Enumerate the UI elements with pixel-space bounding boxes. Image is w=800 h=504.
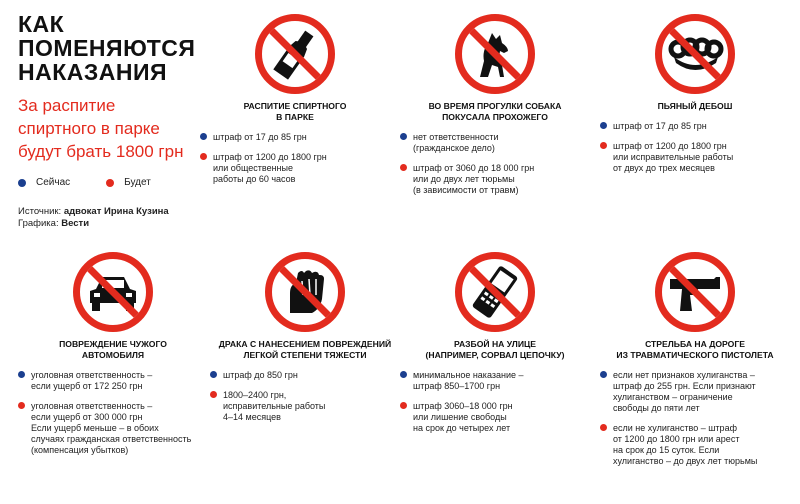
- graphics-line: [18, 218, 218, 230]
- blue-dot-icon: [200, 133, 207, 140]
- subhead-line: За распитие: [18, 96, 116, 115]
- card-road-shooting: [600, 252, 790, 467]
- prohibition-sign: [655, 14, 735, 94]
- red-dot-icon: [106, 179, 114, 187]
- current-penalty-text: минимальное наказание – штраф 850–1700 грн: [413, 370, 524, 391]
- card-title-text: СТРЕЛЬБА НА ДОРОГЕ ИЗ ТРАВМАТИЧЕСКОГО ПИСТОЛЕТА: [616, 339, 774, 360]
- current-penalty-text: штраф от 17 до 85 грн: [213, 132, 307, 142]
- prohibition-sign: [73, 252, 153, 332]
- source-value: адвокат Ирина Кузина: [63, 206, 169, 217]
- current-penalty-text: уголовная ответственность – если ущерб от 172 250 грн: [31, 370, 153, 391]
- source-label: Источник:: [18, 206, 62, 217]
- graphics-value: Вести: [61, 218, 90, 229]
- card-street-robbery: [400, 252, 590, 434]
- red-dot-icon: [400, 402, 407, 409]
- card-alcohol: [200, 14, 390, 185]
- prohibition-sign: [655, 252, 735, 332]
- red-dot-icon: [400, 164, 407, 171]
- card-title-text: РАСПИТИЕ СПИРТНОГО В ПАРКЕ: [243, 101, 347, 122]
- future-penalty: [600, 141, 790, 174]
- blue-dot-icon: [600, 122, 607, 129]
- card-title-text: ДРАКА С НАНЕСЕНИЕМ ПОВРЕЖДЕНИЙ ЛЕГКОЙ СТЕПЕНИ ТЯЖЕСТИ: [218, 339, 392, 360]
- current-penalty: [210, 370, 400, 381]
- future-penalty-text: уголовная ответственность – если ущерб от 300 000 грн Если ущерб меньше – в обоих случаях гражданская ответственность (компенсация убытков): [31, 401, 192, 455]
- card-title-text: ПОВРЕЖДЕНИЕ ЧУЖОГО АВТОМОБИЛЯ: [59, 339, 167, 360]
- legend-future: [106, 177, 151, 188]
- red-dot-icon: [200, 153, 207, 160]
- card-title: [600, 101, 790, 112]
- future-penalty-text: если не хулиганство – штраф от 1200 до 1800 грн или арест на срок до 15 суток. Если хулиганство – до двух лет тюрьмы: [613, 423, 758, 466]
- card-title-text: ПЬЯНЫЙ ДЕБОШ: [657, 101, 733, 111]
- future-penalty: [210, 390, 400, 423]
- blue-dot-icon: [18, 371, 25, 378]
- card-title-text: ВО ВРЕМЯ ПРОГУЛКИ СОБАКА ПОКУСАЛА ПРОХОЖЕГО: [428, 101, 562, 122]
- prohibition-sign: [455, 14, 535, 94]
- card-title-text: РАЗБОЙ НА УЛИЦЕ (НАПРИМЕР, СОРВАЛ ЦЕПОЧКУ): [425, 339, 565, 360]
- blue-dot-icon: [400, 371, 407, 378]
- intro-block: [18, 12, 218, 230]
- future-penalty: [400, 163, 590, 196]
- legend-current: [18, 177, 70, 188]
- legend: [18, 177, 218, 188]
- red-dot-icon: [600, 424, 607, 431]
- blue-dot-icon: [18, 179, 26, 187]
- card-title: [600, 339, 790, 361]
- future-penalty-text: штраф от 1200 до 1800 грн или исправительные работы от двух до трех месяцев: [613, 141, 734, 173]
- current-penalty-text: если нет признаков хулиганства – штраф до 255 грн. Если признают хулиганством – ограничение свободы до пяти лет: [613, 370, 756, 413]
- prohibition-sign: [455, 252, 535, 332]
- future-penalty-text: 1800–2400 грн, исправительные работы 4–14 месяцев: [223, 390, 326, 422]
- card-drunk-brawl: [600, 14, 790, 174]
- legend-future-label: Будет: [124, 177, 151, 188]
- prohibition-sign: [265, 252, 345, 332]
- source-line: [18, 206, 218, 218]
- headline-line: КАК ПОМЕНЯЮТСЯ: [18, 11, 196, 61]
- card-title: [400, 101, 590, 123]
- card-car-damage: [18, 252, 208, 456]
- current-penalty: [400, 370, 590, 392]
- blue-dot-icon: [600, 371, 607, 378]
- headline: [18, 12, 218, 84]
- blue-dot-icon: [210, 371, 217, 378]
- red-dot-icon: [18, 402, 25, 409]
- current-penalty-text: нет ответственности (гражданское дело): [413, 132, 499, 153]
- card-title: [200, 101, 390, 123]
- card-title: [400, 339, 590, 361]
- legend-current-label: Сейчас: [36, 177, 71, 188]
- future-penalty-text: штраф 3060–18 000 грн или лишение свободы на срок до четырех лет: [413, 401, 513, 433]
- future-penalty: [18, 401, 208, 456]
- subhead-line: будут брать 1800 грн: [18, 142, 184, 161]
- current-penalty: [600, 370, 790, 414]
- card-title: [18, 339, 208, 361]
- current-penalty: [18, 370, 208, 392]
- future-penalty: [200, 152, 390, 185]
- future-penalty: [600, 423, 790, 467]
- blue-dot-icon: [400, 133, 407, 140]
- current-penalty: [400, 132, 590, 154]
- future-penalty-text: штраф от 1200 до 1800 грн или общественные работы до 60 часов: [213, 152, 327, 184]
- future-penalty-text: штраф от 3060 до 18 000 грн или до двух лет тюрьмы (в зависимости от травм): [413, 163, 535, 195]
- current-penalty-text: штраф до 850 грн: [223, 370, 298, 380]
- current-penalty-text: штраф от 17 до 85 грн: [613, 121, 707, 131]
- card-dog-bite: [400, 14, 590, 196]
- red-dot-icon: [600, 142, 607, 149]
- current-penalty: [200, 132, 390, 143]
- headline-line: НАКАЗАНИЯ: [18, 59, 168, 85]
- subheadline: [18, 94, 218, 163]
- subhead-line: спиртного в парке: [18, 119, 160, 138]
- current-penalty: [600, 121, 790, 132]
- prohibition-sign: [255, 14, 335, 94]
- card-fight: [210, 252, 400, 423]
- card-title: [210, 339, 400, 361]
- credits: [18, 206, 218, 230]
- future-penalty: [400, 401, 590, 434]
- red-dot-icon: [210, 391, 217, 398]
- graphics-label: Графика:: [18, 218, 59, 229]
